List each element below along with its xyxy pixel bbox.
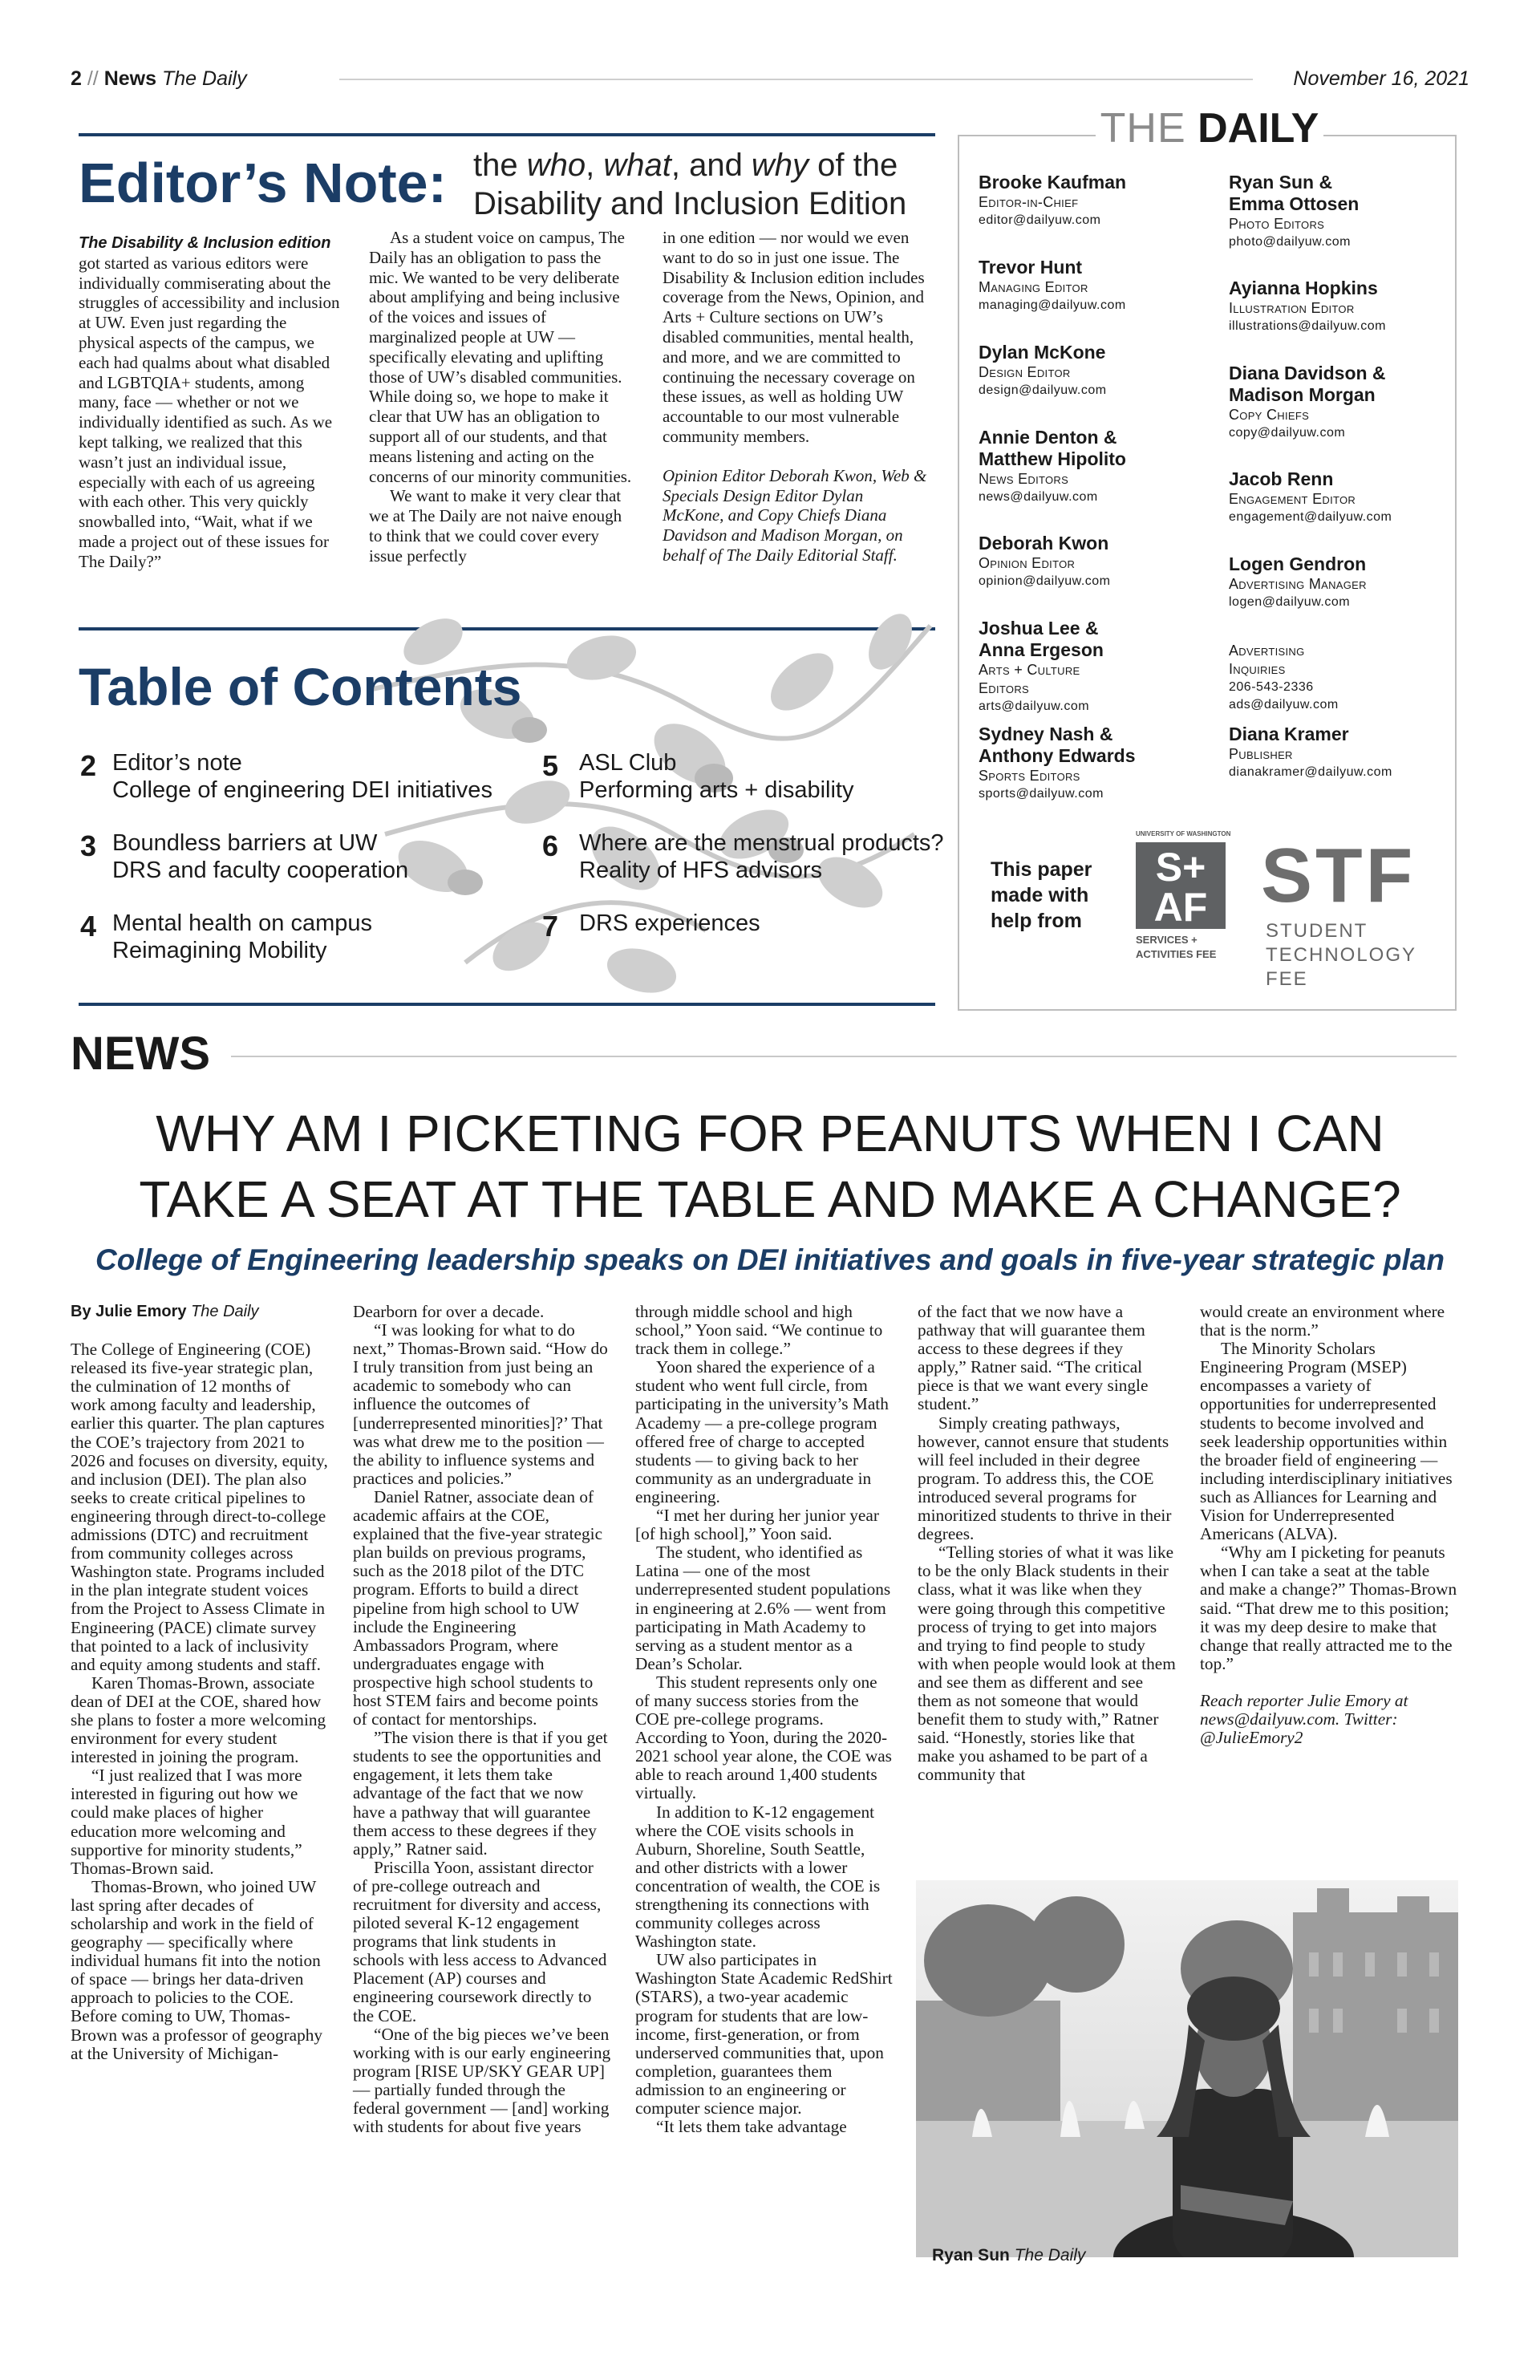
staff-entry: Joshua Lee & Anna Ergeson Arts + Culture Editors arts@dailyuw.com [979,618,1104,713]
staff-entry: Dylan McKone Design Editor design@dailyuw.com [979,342,1107,397]
separator: // [87,67,99,90]
article-column-3 [635,1303,894,2136]
issue-date: November 16, 2021 [1293,67,1469,90]
toc-bottom-rule [79,1003,935,1006]
photo-credit: Ryan Sun The Daily [932,2246,1086,2264]
article-headline: WHY AM I PICKETING FOR PEANUTS WHEN I CAN TAKE A SEAT AT THE TABLE AND MAKE A CHANGE? [139,1105,1401,1228]
editors-note-title: Editor’s Note: [79,152,447,214]
editors-note-lead: The Disability & Inclusion edition [79,234,331,252]
svg-text:ACTIVITIES FEE: ACTIVITIES FEE [1136,948,1217,960]
editors-note-paragraph: We want to make it very clear that we at The Daily are not naive enough to think that we could cover every issue perfectly [369,486,622,566]
article-paragraph: Simply creating pathways, however, cannot ensure that students will feel included in their degree program. To address this, the COE introduced several programs for minoritized students to thrive in their degrees. [918,1413,1172,1544]
article-paragraph: In addition to K-12 engagement where the COE visits schools in Auburn, Shoreline, South Seattle, and other districts with a lower concentration of wealth, the COE is strengthening its connections with community colleges across Washington state. [635,1802,881,1952]
svg-text:STF: STF [1261,834,1416,918]
svg-text:FEE: FEE [1266,968,1308,990]
saf-logo [1136,829,1248,964]
help-text: This paper made with help from [991,858,1092,932]
toc-entry: Editor’s note College of engineering DEI initiatives [112,750,492,803]
article-paragraph: “I just realized that I was more interested in figuring out how we could make places of higher education more welcoming and supportive for minority students,” Thomas-Brown said. [71,1766,302,1878]
article-paragraph: would create an environment where that is the norm.” [1200,1302,1445,1340]
article-paragraph: UW also participates in Washington State Academic RedShirt (STARS), a two-year academic program for students that are low-income, first-generation, or from underserved communities that, upon completion, guarantees them admission to an engineering or computer science major. [635,1950,893,2118]
staff-entry: Advertising Inquiries 206-543-2336 ads@dailyuw.com [1229,643,1339,712]
article-photo [916,1880,1458,2257]
editors-note-column-3 [663,228,927,566]
toc-page-number: 7 [542,910,559,943]
article-paragraph: through middle school and high school,” Yoon said. “We continue to track them in college.” [635,1302,883,1359]
article-paragraph: “I met her during her junior year [of high school],” Yoon said. [635,1506,879,1544]
reporter-contact: Reach reporter Julie Emory at news@dailyuw.com. Twitter: @JulieEmory2 [1200,1690,1408,1748]
toc-page-number: 6 [542,829,559,862]
article-paragraph: Thomas-Brown, who joined UW last spring after decades of scholarship and work in the field of geography — specifically where individual humans fit into the notion of space — brings her data-driven approach to policies to the COE. Before coming to UW, Thomas-Brown was a professor of geography at the University of Michigan- [71,1876,323,2063]
editors-note-column-2 [369,228,634,566]
section-name: News [103,67,157,90]
byline: By Julie Emory The Daily [71,1303,259,1320]
article-paragraph: of the fact that we now have a pathway that will guarantee them access to these degrees if they apply,” Ratner said. “The critical piece is that we want every single student.” [918,1302,1149,1414]
article-paragraph: “Why am I picketing for peanuts when I can take a seat at the table and make a change?” Thomas-Brown said. “That drew me to this position; it was my deep desire to make that change that really attracted me to the top.” [1200,1543,1457,1673]
svg-text:SERVICES +: SERVICES + [1136,934,1198,946]
article-paragraph: “It lets them take advantage [656,2117,847,2137]
editors-note-paragraph: As a student voice on campus, The Daily has an obligation to pass the mic. We wanted to be very deliberate about amplifying and being inclusive of the voices and issues of marginalized people at UW — specifically elevating and uplifting those of UW’s disabled communities. While doing so, we hope to make it clear that UW has an obligation to support all of our students, and that means listening and acting on the concerns of our minority communities. [369,228,632,486]
toc-page-number: 2 [80,749,97,782]
staff-entry: Diana Davidson & Madison Morgan Copy Chiefs copy@dailyuw.com [1229,363,1386,440]
article-paragraph: Karen Thomas-Brown, associate dean of DEI at the COE, shared how she plans to foster a more welcoming environment for every student interested in joining the program. [71,1672,326,1767]
editors-note-col1-text: got started as various editors were individually commiserating about the struggles of accessibility and inclusion at UW. Even just regarding the physical aspects of the campus, we each had qualms about what disabled and LGBTQIA+ students, among many, face — whether or not we individually identified as such. As we kept talking, we realized that this wasn’t just an individual issue, especially with each of us agreeing with each other. This very quickly snowballed into, “Wait, what if we made a project out of these issues for The Daily?” [79,253,340,571]
editors-note-signature: Opinion Editor Deborah Kwon, Web & Specials Design Editor Dylan McKone, and Copy Chiefs Diana Davidson and Madison Morgan, on behalf of The Daily Editorial Staff. [663,465,927,565]
toc-entry: ASL Club Performing arts + disability [579,750,854,803]
article-paragraph: Daniel Ratner, associate dean of academic affairs at the COE, explained that the five-year strategic plan builds on previous programs, such as the 2018 pilot of the DTC program. Efforts to build a direct pipeline from high school to UW include the Engineering Ambassadors Program, where undergraduates engage with prospective high school students to host STEM fairs and become points of contact for mentorships. [353,1486,603,1729]
staff-entry: Ryan Sun & Emma Ottosen Photo Editors photo@dailyuw.com [1229,172,1360,249]
toc-page-number: 5 [542,749,559,782]
toc-entry: Mental health on campus Reimagining Mobility [112,910,373,963]
section-label: NEWS [71,1028,210,1080]
section-rule [231,1056,1457,1057]
article-column-1 [71,1303,329,2063]
editors-note-paragraph: in one edition — nor would we even want to do so in just one issue. The Disability & Inclusion edition includes coverage from the News, Opinion, and Arts + Culture sections on UW’s disabled communities, mental health, and more, and we are committed to continuing the necessary coverage on these issues, as well as holding UW accountable to our most vulnerable community members. [663,228,925,446]
toc-entry: Where are the menstrual products? Reality of HFS advisors [579,830,944,883]
article-dek: College of Engineering leadership speaks on DEI initiatives and goals in five-year strategic plan [95,1243,1445,1276]
article-column-4 [918,1303,1176,1784]
article-paragraph: ”The vision there is that if you get students to see the opportunities and engagement, it lets them take advantage of the fact that we now have a pathway that will guarantee them access to these degrees if they apply,” Ratner said. [353,1728,608,1859]
toc-page-number: 3 [80,829,97,862]
article-paragraph: “I was looking for what to do next,” Thomas-Brown said. “How do I truly transition from just being an academic to somebody who can influence the outcomes of [underrepresented minorities]?’ That was what drew me to the position — the ability to influence systems and practices and policies.” [353,1320,608,1488]
staff-entry: Logen Gendron Advertising Manager logen@dailyuw.com [1229,553,1367,609]
staff-entry: Brooke Kaufman Editor-in-Chief editor@dailyuw.com [979,172,1127,227]
article-paragraph: “One of the big pieces we’ve been working with is our early engineering program [RISE UP/SKY GEAR UP] — partially funded through the federal government — [and] working with students for about five years [353,2024,611,2137]
staff-entry: Jacob Renn Engagement Editor engagement@dailyuw.com [1229,468,1392,524]
svg-text:AF: AF [1153,885,1208,930]
toc-title: Table of Contents [79,657,522,716]
editors-note-column-1 [79,233,343,572]
article-paragraph: Priscilla Yoon, assistant director of pre-college outreach and recruitment for diversity and access, piloted several K-12 engagement programs that link students in schools with less access to Advanced Placement (AP) courses and engineering coursework directly to the COE. [353,1857,607,2025]
article-paragraph: The Minority Scholars Engineering Program (MSEP) encompasses a variety of opportunities for underrepresented students to become involved and seek leadership opportunities within the broader field of engineering — including interdisciplinary initiatives such as Alliances for Learning and Vision for Underrepresented Americans (ALVA). [1200,1339,1453,1544]
publication-name: The Daily [161,67,247,90]
article-paragraph: Dearborn for over a decade. [353,1302,545,1321]
toc-entry: Boundless barriers at UW DRS and faculty cooperation [112,830,409,883]
page-number: 2 [71,67,82,90]
staff-entry: Ayianna Hopkins Illustration Editor illustrations@dailyuw.com [1229,278,1386,333]
header-rule [339,79,1253,80]
toc-entry: DRS experiences [579,910,760,936]
svg-text:UNIVERSITY OF WASHINGTON: UNIVERSITY OF WASHINGTON [1136,830,1231,837]
staff-entry: Deborah Kwon Opinion Editor opinion@dailyuw.com [979,533,1111,588]
svg-text:S+: S+ [1155,845,1206,890]
editors-note-top-rule [79,133,935,136]
editors-note-subtitle: the who, what, and why of the Disability and Inclusion Edition [473,148,907,221]
svg-text:STUDENT: STUDENT [1266,920,1368,942]
article-paragraph: “Telling stories of what it was like to be the only Black students in their class, what it was like when they were going through this competitive process of trying to get into majors and trying to find people to study with when people would look at them and see them as different and see them as not someone that would benefit them to study with,” Ratner said. “Honestly, stories like that make you ashamed to be part of a community that [918,1543,1176,1785]
article-paragraph: The College of Engineering (COE) released its five-year strategic plan, the culmination of 12 months of work among faculty and leadership, earlier this quarter. The plan captures the COE’s trajectory from 2021 to 2026 and focuses on diversity, equity, and inclusion (DEI). The plan also seeks to create critical pipelines to engineering through direct-to-college admissions (DTC) and recruitment from community colleges across Washington state. Programs included in the plan integrate student voices from the Project to Assess Climate in Engineering (PACE) climate survey that pointed to a lack of inclusivity and equity among students and staff. [71,1340,328,1674]
article-paragraph: The student, who identified as Latina — one of the most underrepresented student populations in engineering at 2.6% — went from participating in Math Academy to serving as a student mentor as a Dean’s Scholar. [635,1543,891,1673]
staff-box-title: THE DAILY [1096,103,1323,154]
stf-logo [1261,834,1437,995]
article-column-5 [1200,1303,1458,1747]
article-column-2 [353,1303,611,2136]
toc-page-number: 4 [80,910,97,943]
svg-text:TECHNOLOGY: TECHNOLOGY [1266,944,1417,966]
article-paragraph: This student represents only one of many success stories from the COE pre-college programs. According to Yoon, during the 2020-2021 school year alone, the COE was able to reach around 1,400 students virtually. [635,1672,892,1803]
staff-entry: Annie Denton & Matthew Hipolito News Editors news@dailyuw.com [979,427,1126,504]
staff-entry: Sydney Nash & Anthony Edwards Sports Editors sports@dailyuw.com [979,724,1136,801]
running-head [71,67,1469,99]
staff-entry: Diana Kramer Publisher dianakramer@dailyuw.com [1229,724,1392,779]
staff-entry: Trevor Hunt Managing Editor managing@dailyuw.com [979,257,1126,312]
article-paragraph: Yoon shared the experience of a student who went full circle, from participating in the university’s Math Academy — a pre-college program offered free of charge to accepted students — to giving back to her community as an undergraduate in engineering. [635,1357,889,1506]
